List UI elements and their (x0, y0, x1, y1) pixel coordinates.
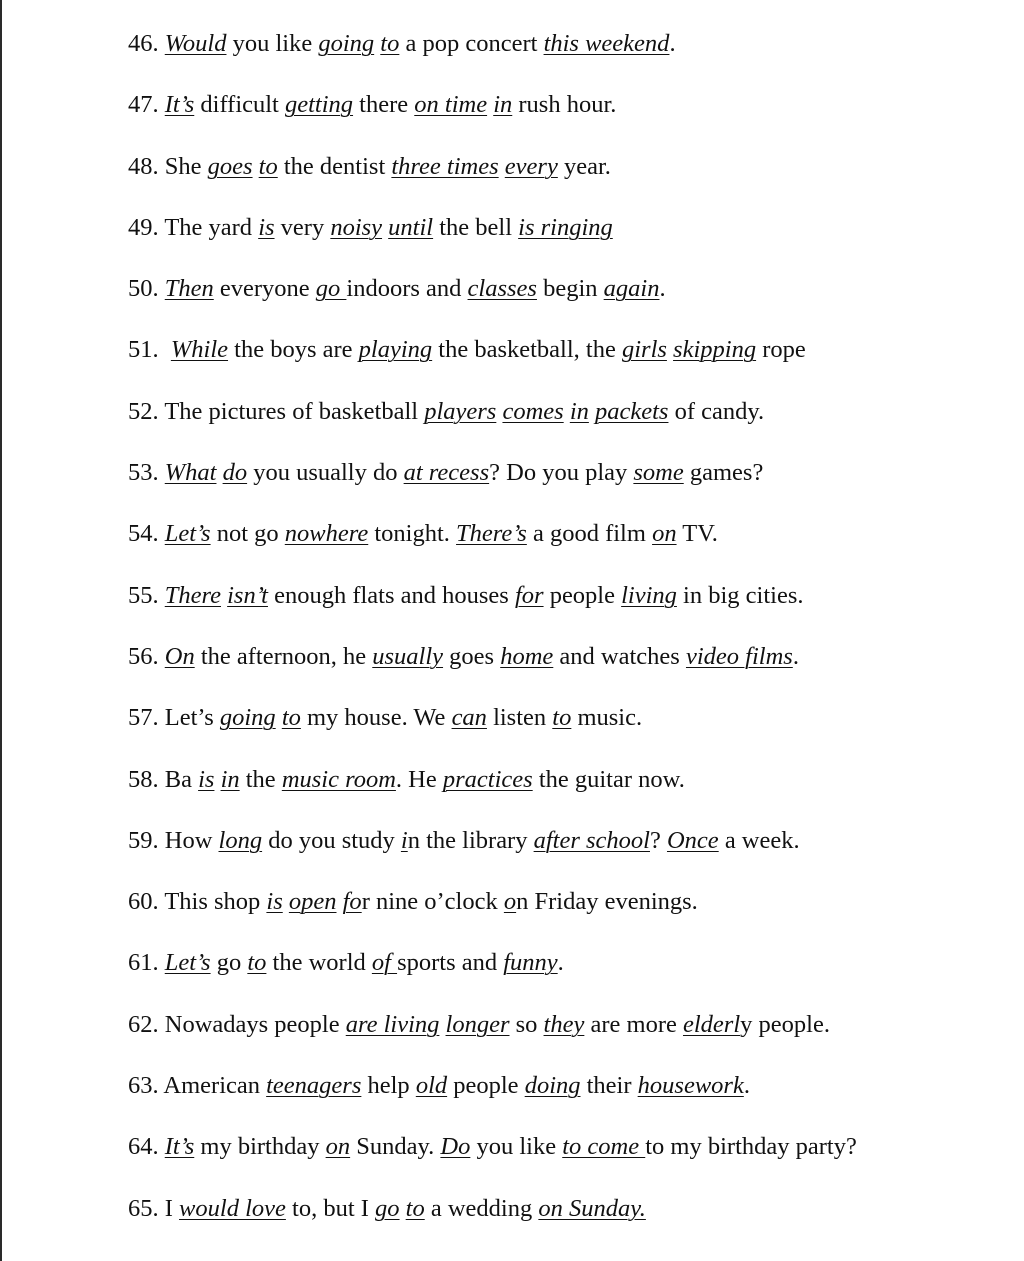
item-number: 52. (128, 397, 159, 425)
underlined-phrase: to (405, 1194, 425, 1222)
exercise-item (128, 946, 1008, 1007)
sentence-text: and watches (553, 642, 686, 670)
sentence-text: not go (210, 520, 285, 548)
underlined-phrase: players (424, 397, 497, 425)
underlined-phrase: comes (502, 397, 564, 425)
sentence-text: n the library (407, 826, 534, 854)
item-number: 48. (128, 152, 159, 180)
sentence-text: the guitar now. (532, 765, 685, 793)
underlined-phrase: usually (372, 642, 444, 670)
underlined-phrase: some (633, 459, 684, 487)
underlined-phrase: What (164, 459, 217, 487)
sentence-text: to, but I (285, 1194, 376, 1222)
underlined-phrase: teenagers (266, 1072, 362, 1100)
underlined-phrase: are living (345, 1010, 440, 1038)
sentence-text: This shop (164, 888, 267, 916)
underlined-phrase: is ringing (518, 213, 613, 241)
sentence-text: a wedding (424, 1194, 539, 1222)
underlined-phrase: to (281, 704, 301, 732)
underlined-phrase: practices (442, 765, 533, 793)
item-number: 63. (128, 1072, 159, 1100)
sentence-text: do you study (262, 826, 401, 854)
underlined-phrase: to (552, 704, 572, 732)
sentence-text: . He (395, 765, 443, 793)
underlined-phrase: skipping (673, 336, 757, 364)
sentence-text: . (669, 30, 676, 57)
sentence-text: I (164, 1194, 180, 1222)
sentence-text: The pictures of basketball (164, 397, 425, 425)
sentence-text: are more (584, 1010, 683, 1038)
sentence-text: the world (266, 949, 372, 977)
sentence-text: a week. (718, 826, 800, 854)
sentence-text: Ba (164, 765, 199, 793)
sentence-text: the basketball, the (432, 336, 622, 364)
sentence-text: so (509, 1010, 544, 1038)
underlined-phrase: this weekend (543, 30, 670, 57)
underlined-phrase: is (258, 213, 275, 241)
sentence-text: the afternoon, he (194, 642, 373, 670)
sentence-text: She (164, 152, 208, 180)
underlined-phrase: Let’s (164, 949, 211, 977)
underlined-phrase: housework (637, 1072, 744, 1100)
underlined-phrase: Once (666, 826, 719, 854)
sentence-text: TV. (676, 520, 718, 548)
underlined-phrase: noisy (330, 213, 383, 241)
underlined-phrase: getting (285, 91, 354, 119)
underlined-phrase: nowhere (284, 520, 369, 548)
underlined-phrase: until (388, 213, 434, 241)
exercise-item (128, 88, 1008, 149)
underlined-phrase: classes (467, 275, 537, 303)
sentence-text: . (792, 642, 799, 670)
item-number: 46. (128, 30, 159, 57)
sentence-text: How (164, 826, 219, 854)
underlined-phrase: would love (179, 1194, 286, 1222)
sentence-text: my house. We (300, 704, 452, 732)
item-number: 58. (128, 765, 159, 793)
exercise-item (128, 395, 1008, 456)
exercise-item (128, 885, 1008, 946)
underlined-phrase: i (400, 826, 408, 854)
underlined-phrase: long (218, 826, 263, 854)
sentence-text: . (659, 275, 666, 303)
sentence-text: rush hour. (512, 91, 617, 119)
item-number: 55. (128, 581, 159, 609)
exercise-item (128, 640, 1008, 701)
underlined-phrase: go (375, 1194, 400, 1222)
sentence-text: listen (486, 704, 553, 732)
exercise-item (128, 763, 1008, 824)
underlined-phrase: funny (503, 949, 558, 977)
underlined-phrase: Do (440, 1133, 471, 1161)
sentence-text: the dentist (277, 152, 392, 180)
underlined-phrase: on time (414, 91, 488, 119)
sentence-text: very (274, 213, 331, 241)
underlined-phrase: video films (685, 642, 793, 670)
underlined-phrase: o (503, 888, 517, 916)
sentence-text: begin (536, 275, 604, 303)
exercise-item (128, 1130, 1008, 1191)
underlined-phrase: on (325, 1133, 351, 1161)
underlined-phrase: doing (524, 1072, 581, 1100)
underlined-phrase: in (220, 765, 240, 793)
item-number: 61. (128, 949, 159, 977)
exercise-item (128, 579, 1008, 640)
sentence-text: the bell (433, 213, 519, 241)
sentence-text: games? (683, 459, 764, 487)
sentence-text: people (447, 1072, 525, 1100)
item-number: 64. (128, 1133, 159, 1161)
underlined-phrase: elderl (682, 1010, 741, 1038)
exercise-list (128, 27, 1008, 1253)
item-number: 57. (128, 704, 159, 732)
sentence-text: music. (571, 704, 643, 732)
sentence-text: my birthday (194, 1133, 326, 1161)
underlined-phrase: living (621, 581, 677, 609)
exercise-item (128, 456, 1008, 517)
sentence-text: the (239, 765, 282, 793)
underlined-phrase: is (266, 888, 283, 916)
underlined-phrase: on (652, 520, 677, 548)
item-number: 51. (128, 336, 159, 364)
underlined-phrase: goes (207, 152, 253, 180)
sentence-text: Sunday. (350, 1133, 441, 1161)
sentence-text: in big cities. (676, 581, 804, 609)
sentence-text: n Friday evenings. (516, 888, 698, 916)
sentence-text: goes (443, 642, 501, 670)
underlined-phrase: going (219, 704, 276, 732)
underlined-phrase: Would (164, 30, 227, 57)
sentence-text: everyone (213, 275, 316, 303)
underlined-phrase: on Sunday. (538, 1194, 646, 1222)
exercise-item (128, 27, 1008, 88)
sentence-text: enough flats and houses (267, 581, 515, 609)
underlined-phrase: after school (533, 826, 650, 854)
underlined-phrase: to (258, 152, 278, 180)
underlined-phrase: for (514, 581, 544, 609)
underlined-phrase: home (500, 642, 554, 670)
sentence-text: the boys are (228, 336, 359, 364)
underlined-phrase: On (164, 642, 195, 670)
sentence-text: you usually do (247, 459, 404, 487)
underlined-phrase: three times (391, 152, 499, 180)
underlined-phrase: playing (358, 336, 433, 364)
item-number: 53. (128, 459, 159, 487)
underlined-phrase: to (380, 30, 400, 57)
exercise-item (128, 517, 1008, 578)
underlined-phrase: do (222, 459, 248, 487)
underlined-phrase: There’s (456, 520, 527, 548)
sentence-text: rope (756, 336, 806, 364)
sentence-text: difficult (194, 91, 285, 119)
sentence-text: to my birthday party? (645, 1133, 857, 1161)
underlined-phrase: Let’s (164, 520, 211, 548)
page-left-edge (0, 0, 2, 1261)
sentence-text: American (163, 1072, 267, 1100)
underlined-phrase: again (603, 275, 660, 303)
sentence-text: Let’s (164, 704, 220, 732)
sentence-text: go (210, 949, 248, 977)
underlined-phrase: in (493, 91, 513, 119)
item-number: 54. (128, 520, 159, 548)
underlined-phrase: isn’t (227, 581, 268, 609)
underlined-phrase: at recess (403, 459, 490, 487)
sentence-text: . (743, 1072, 750, 1100)
underlined-phrase: music room (281, 765, 396, 793)
item-number: 65. (128, 1194, 159, 1222)
underlined-phrase: old (415, 1072, 448, 1100)
underlined-phrase: longer (445, 1010, 510, 1038)
underlined-phrase: of (371, 949, 398, 977)
exercise-item (128, 701, 1008, 762)
underlined-phrase: is (198, 765, 215, 793)
sentence-text: their (580, 1072, 638, 1100)
underlined-phrase: to (247, 949, 267, 977)
underlined-phrase: they (543, 1010, 585, 1038)
sentence-text: r nine o’clock (361, 888, 504, 916)
exercise-item (128, 211, 1008, 272)
underlined-phrase: every (504, 152, 558, 180)
underlined-phrase: can (451, 704, 487, 732)
underlined-phrase: to come (562, 1133, 646, 1161)
sentence-text: y people. (740, 1010, 830, 1038)
sentence-text: ? (649, 826, 667, 854)
exercise-item (128, 1008, 1008, 1069)
sentence-text: tonight. (368, 520, 457, 548)
item-number: 47. (128, 91, 159, 119)
item-number: 50. (128, 275, 159, 303)
sentence-text: indoors and (346, 275, 468, 303)
sentence-text: people (543, 581, 622, 609)
item-number: 49. (128, 213, 159, 241)
exercise-item (128, 150, 1008, 211)
exercise-item (128, 1192, 1008, 1253)
underlined-phrase: It’s (164, 91, 195, 119)
sentence-text: you like (226, 30, 319, 57)
sentence-text: sports and (397, 949, 504, 977)
sentence-text: help (361, 1072, 416, 1100)
sentence-text: ? Do you play (489, 459, 634, 487)
sentence-text: of candy. (668, 397, 765, 425)
underlined-phrase: in (569, 397, 589, 425)
underlined-phrase: While (170, 336, 229, 364)
item-number: 60. (128, 888, 159, 916)
underlined-phrase: girls (621, 336, 667, 364)
underlined-phrase: fo (342, 888, 362, 916)
sentence-text: Nowadays people (164, 1010, 346, 1038)
exercise-item (128, 824, 1008, 885)
item-number: 56. (128, 642, 159, 670)
sentence-text: a pop concert (399, 30, 544, 57)
exercise-item (128, 333, 1008, 394)
underlined-phrase: going (318, 30, 375, 57)
underlined-phrase: There (164, 581, 221, 609)
exercise-item (128, 272, 1008, 333)
sentence-text: a good film (526, 520, 653, 548)
underlined-phrase: packets (595, 397, 669, 425)
underlined-phrase: open (288, 888, 337, 916)
underlined-phrase: Then (164, 275, 214, 303)
sentence-text: you like (470, 1133, 563, 1161)
underlined-phrase: It’s (164, 1133, 195, 1161)
sentence-text: . (557, 949, 564, 977)
exercise-item (128, 1069, 1008, 1130)
sentence-text: year. (557, 152, 611, 180)
sentence-text: The yard (164, 213, 259, 241)
item-number: 59. (128, 826, 159, 854)
underlined-phrase: go (315, 275, 347, 303)
item-number: 62. (128, 1010, 159, 1038)
sentence-text: there (353, 91, 415, 119)
